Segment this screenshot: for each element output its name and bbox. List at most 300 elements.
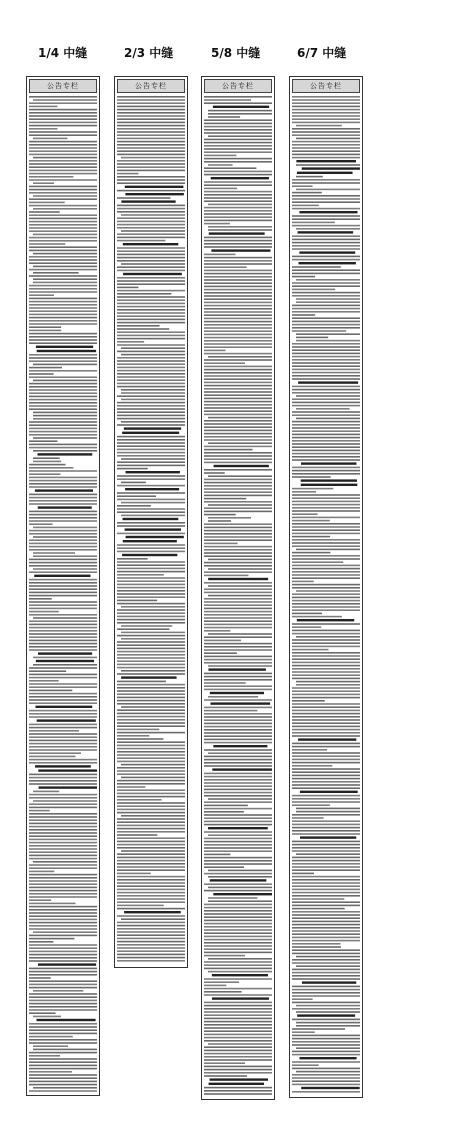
- notice-text-line: [117, 954, 185, 956]
- notice-text-line: [292, 378, 360, 380]
- notice-heading-line: [35, 765, 91, 767]
- notice-text-line: [29, 392, 97, 394]
- notice-text-line: [204, 699, 272, 701]
- notice-text-line: [33, 450, 97, 452]
- notice-text-line: [29, 813, 97, 815]
- notice-text-line: [204, 945, 272, 947]
- notice-text-line: [204, 410, 272, 412]
- notice-text-line: [296, 333, 360, 335]
- notice-text-line: [29, 944, 97, 946]
- notice-text-line: [117, 895, 185, 897]
- notice-text-line: [292, 147, 360, 149]
- notice-text-line: [29, 301, 97, 303]
- notice-text-line: [204, 511, 272, 513]
- notice-text-line: [204, 366, 272, 368]
- notice-text-line: [204, 910, 272, 912]
- notice-text-line: [117, 561, 185, 563]
- notice-text-line: [204, 716, 272, 718]
- notice-text-line: [117, 697, 185, 699]
- notice-text-line: [29, 915, 97, 917]
- notice-text-line: [117, 418, 185, 420]
- notice-text-line: [292, 118, 360, 120]
- notice-heading-line: [38, 769, 97, 771]
- notice-text-line: [292, 581, 314, 583]
- notice-text-line: [117, 915, 185, 917]
- notice-heading-line: [123, 273, 182, 275]
- notice-text-line: [117, 950, 185, 952]
- notice-text-line: [292, 901, 360, 903]
- notice-text-line: [292, 375, 360, 377]
- notice-text-line: [204, 174, 272, 176]
- notice-text-line: [117, 789, 185, 791]
- notice-text-line: [29, 218, 97, 220]
- notice-text-line: [33, 195, 97, 197]
- notice-text-line: [292, 787, 360, 789]
- notice-text-line: [33, 861, 97, 863]
- notice-text-line: [29, 941, 53, 943]
- notice-text-line: [292, 359, 360, 361]
- notice-text-line: [117, 176, 185, 178]
- notice-text-line: [117, 465, 185, 467]
- notice-text-line: [29, 514, 97, 516]
- notice-text-line: [292, 411, 360, 413]
- notice-text-line: [292, 273, 360, 275]
- notice-text-line: [33, 664, 97, 666]
- notice-text-line: [121, 458, 185, 460]
- notice-text-line: [29, 1039, 97, 1041]
- notice-text-line: [117, 351, 185, 353]
- notice-text-line: [33, 527, 97, 529]
- notice-text-line: [204, 571, 272, 573]
- notice-text-line: [204, 543, 238, 545]
- notice-text-line: [29, 794, 97, 796]
- notice-text-line: [29, 202, 65, 204]
- notice-text-line: [121, 670, 185, 672]
- notice-text-line: [204, 145, 272, 147]
- notice-text-line: [121, 214, 185, 216]
- notice-text-line: [292, 908, 345, 910]
- notice-text-line: [204, 1024, 272, 1026]
- notice-text-line: [204, 369, 272, 371]
- notice-text-line: [292, 225, 360, 227]
- notice-text-line: [204, 601, 272, 603]
- notice-text-line: [204, 913, 272, 915]
- notice-text-line: [292, 655, 360, 657]
- notice-text-line: [117, 770, 185, 772]
- notice-text-line: [29, 224, 97, 226]
- notice-text-line: [204, 640, 241, 642]
- column-title-3: 5/8 中缝: [211, 46, 261, 60]
- notice-text-line: [296, 811, 360, 813]
- notice-text-line: [292, 574, 360, 576]
- notice-text-line: [292, 245, 360, 247]
- notice-text-line: [117, 131, 185, 133]
- notice-text-line: [204, 514, 236, 516]
- notice-text-line: [204, 469, 272, 471]
- notice-text-line: [204, 439, 272, 441]
- notice-text-line: [208, 475, 272, 477]
- notice-text-line: [292, 732, 360, 734]
- notice-text-line: [204, 685, 272, 687]
- notice-text-line: [204, 582, 272, 584]
- notice-text-line: [117, 616, 185, 618]
- notice-text-line: [292, 362, 360, 364]
- notice-text-line: [121, 421, 185, 423]
- notice-text-line: [117, 250, 185, 252]
- notice-text-line: [121, 706, 185, 708]
- notice-text-line: [29, 192, 97, 194]
- notice-text-line: [117, 751, 185, 753]
- notice-text-line: [204, 817, 272, 819]
- notice-text-line: [204, 742, 272, 744]
- notice-text-line: [292, 356, 360, 358]
- notice-text-line: [117, 558, 148, 560]
- notice-text-line: [204, 148, 272, 150]
- notice-text-line: [292, 1019, 360, 1021]
- notice-heading-line: [301, 479, 357, 481]
- notice-text-line: [29, 839, 97, 841]
- notice-text-line: [292, 389, 360, 391]
- notice-heading-line: [302, 981, 356, 983]
- notice-text-line: [292, 314, 315, 316]
- notice-text-line: [29, 285, 97, 287]
- notice-text-line: [292, 353, 360, 355]
- notice-text-line: [117, 853, 185, 855]
- notice-text-line: [204, 324, 272, 326]
- notice-text-line: [117, 863, 185, 865]
- notice-text-line: [121, 625, 172, 627]
- notice-text-line: [292, 613, 322, 615]
- notice-text-line: [33, 380, 97, 382]
- notice-text-line: [204, 1053, 272, 1055]
- notice-text-line: [292, 755, 360, 757]
- notice-text-line: [292, 195, 360, 197]
- notice-text-line: [29, 614, 97, 616]
- notice-text-line: [292, 517, 360, 519]
- notice-text-line: [117, 938, 185, 940]
- notice-text-line: [204, 1075, 247, 1077]
- notice-text-line: [117, 128, 185, 130]
- notice-heading-line: [126, 471, 180, 473]
- notice-text-line: [29, 803, 97, 805]
- notice-text-line: [296, 684, 360, 686]
- notice-text-line: [204, 167, 256, 169]
- notice-text-line: [208, 113, 272, 115]
- notice-text-line: [117, 544, 185, 546]
- notice-text-line: [204, 407, 272, 409]
- notice-text-line: [29, 408, 97, 410]
- notice-text-line: [117, 574, 164, 576]
- notice-text-line: [117, 600, 157, 602]
- notice-text-line: [117, 367, 185, 369]
- notice-text-line: [204, 330, 272, 332]
- notice-text-line: [208, 568, 272, 570]
- notice-text-line: [204, 266, 247, 268]
- notice-text-line: [204, 276, 272, 278]
- notice-text-line: [292, 860, 360, 862]
- notice-text-line: [117, 844, 185, 846]
- notice-text-line: [208, 517, 251, 519]
- notice-text-line: [204, 1011, 272, 1013]
- notice-text-line: [204, 565, 272, 567]
- notice-text-line: [292, 600, 360, 602]
- notice-text-line: [29, 960, 97, 962]
- notice-text-line: [29, 1000, 97, 1002]
- notice-text-line: [204, 482, 272, 484]
- notice-text-line: [204, 181, 272, 183]
- notice-text-line: [204, 404, 272, 406]
- notice-text-line: [117, 411, 185, 413]
- notice-text-line: [117, 325, 160, 327]
- notice-text-line: [29, 186, 97, 188]
- notice-text-line: [29, 431, 97, 433]
- notice-text-line: [117, 748, 185, 750]
- notice-text-line: [29, 1058, 97, 1060]
- notice-text-line: [29, 354, 97, 356]
- notice-text-line: [292, 801, 360, 803]
- notice-text-line: [296, 1005, 360, 1007]
- notice-text-line: [204, 436, 272, 438]
- notice-text-line: [204, 530, 272, 532]
- notice-text-line: [117, 783, 185, 785]
- notice-text-line: [29, 96, 97, 98]
- notice-text-line: [117, 547, 185, 549]
- notice-text-line: [292, 282, 360, 284]
- notice-text-line: [204, 161, 272, 163]
- notice-text-line: [117, 360, 185, 362]
- notice-text-line: [29, 470, 97, 472]
- column-header: 公告专栏: [204, 79, 272, 93]
- notice-text-line: [204, 260, 272, 262]
- notice-text-line: [292, 96, 360, 98]
- notice-text-line: [29, 951, 97, 953]
- notice-text-line: [204, 263, 272, 265]
- notice-text-line: [292, 700, 325, 702]
- notice-text-line: [117, 322, 185, 324]
- notice-text-line: [204, 857, 272, 859]
- notice-text-line: [204, 679, 272, 681]
- notice-text-line: [292, 752, 360, 754]
- notice-text-line: [117, 379, 185, 381]
- notice-text-line: [204, 630, 230, 632]
- notice-text-line: [204, 334, 272, 336]
- notice-text-line: [204, 1087, 272, 1089]
- notice-text-line: [117, 716, 185, 718]
- notice-text-line: [204, 1014, 272, 1016]
- notice-text-line: [292, 587, 360, 589]
- notice-text-line: [29, 592, 97, 594]
- notice-text-line: [204, 282, 272, 284]
- notice-text-line: [117, 461, 185, 463]
- notice-text-line: [292, 1051, 360, 1053]
- notice-text-line: [204, 904, 272, 906]
- notice-text-line: [29, 170, 97, 172]
- notice-heading-line: [210, 692, 264, 694]
- notice-text-line: [292, 106, 360, 108]
- notice-heading-line: [298, 231, 354, 233]
- notice-text-line: [29, 928, 97, 930]
- notice-heading-line: [211, 177, 269, 179]
- notice-text-line: [29, 336, 97, 338]
- notice-text-line: [121, 502, 185, 504]
- notice-text-line: [292, 144, 360, 146]
- notice-text-line: [204, 191, 272, 193]
- notice-text-line: [29, 710, 97, 712]
- notice-text-line: [208, 834, 272, 836]
- notice-text-line: [117, 395, 185, 397]
- notice-heading-line: [210, 879, 267, 881]
- notice-text-line: [29, 176, 73, 178]
- notice-text-line: [33, 990, 83, 992]
- notice-text-line: [117, 173, 138, 175]
- notice-text-line: [292, 179, 360, 181]
- notice-text-line: [292, 992, 360, 994]
- notice-text-line: [29, 399, 97, 401]
- notice-text-line: [29, 713, 97, 715]
- notice-text-line: [292, 921, 360, 923]
- notice-text-line: [29, 640, 97, 642]
- notice-text-line: [29, 899, 51, 901]
- notice-text-line: [292, 642, 360, 644]
- notice-text-line: [292, 533, 360, 535]
- notice-text-line: [29, 993, 97, 995]
- notice-text-line: [292, 392, 360, 394]
- notice-text-line: [117, 118, 185, 120]
- notice-text-line: [117, 442, 185, 444]
- notice-text-line: [121, 632, 185, 634]
- notice-text-line: [292, 430, 360, 432]
- notice-text-line: [29, 211, 60, 213]
- notice-text-line: [29, 173, 97, 175]
- notice-text-line: [204, 1021, 272, 1023]
- notice-text-line: [117, 761, 185, 763]
- notice-text-line: [29, 166, 97, 168]
- notice-text-line: [117, 147, 185, 149]
- notice-text-line: [292, 765, 332, 767]
- notice-heading-line: [297, 1014, 355, 1016]
- notice-text-line: [292, 99, 360, 101]
- notice-heading-line: [213, 893, 272, 895]
- notice-text-line: [292, 398, 360, 400]
- notice-text-line: [117, 522, 185, 524]
- notice-text-line: [292, 678, 360, 680]
- notice-text-line: [292, 577, 360, 579]
- notice-text-line: [117, 889, 185, 891]
- notice-text-line: [204, 991, 242, 993]
- notice-text-line: [117, 122, 185, 124]
- notice-text-line: [204, 394, 272, 396]
- notice-text-line: [292, 491, 316, 493]
- notice-text-line: [292, 513, 318, 515]
- notice-text-line: [29, 777, 97, 779]
- notice-text-line: [292, 606, 360, 608]
- notice-heading-line: [125, 193, 183, 195]
- notice-text-line: [117, 309, 185, 311]
- notice-text-line: [292, 443, 360, 445]
- notice-text-line: [204, 608, 272, 610]
- notice-text-line: [29, 1055, 60, 1057]
- notice-text-line: [29, 974, 97, 976]
- notice-heading-line: [209, 232, 265, 234]
- notice-text-line: [292, 424, 360, 426]
- notice-text-line: [292, 943, 341, 945]
- notice-text-line: [204, 961, 272, 963]
- notice-text-line: [292, 539, 360, 541]
- notice-text-line: [292, 131, 360, 133]
- notice-text-line: [204, 527, 272, 529]
- notice-text-line: [117, 170, 185, 172]
- notice-text-line: [117, 767, 185, 769]
- notice-text-line: [117, 233, 185, 235]
- notice-heading-line: [208, 827, 268, 829]
- notice-text-line: [292, 743, 360, 745]
- notice-text-line: [204, 1005, 272, 1007]
- notice-text-line: [204, 123, 272, 125]
- notice-text-line: [29, 1036, 73, 1038]
- notice-text-line: [204, 188, 237, 190]
- notice-text-line: [33, 1016, 61, 1018]
- notice-text-line: [204, 378, 272, 380]
- notice-heading-line: [301, 462, 356, 464]
- notice-text-line: [292, 749, 327, 751]
- notice-text-line: [117, 885, 185, 887]
- notice-heading-line: [301, 1087, 359, 1089]
- notice-text-line: [204, 588, 272, 590]
- notice-text-line: [292, 128, 360, 130]
- notice-text-line: [121, 347, 185, 349]
- notice-text-line: [117, 306, 185, 308]
- notice-text-line: [292, 905, 360, 907]
- notice-text-line: [29, 497, 97, 499]
- notice-text-line: [29, 339, 97, 341]
- text-lines: [117, 94, 185, 964]
- notice-text-line: [292, 555, 360, 557]
- notice-text-line: [117, 866, 185, 868]
- notice-text-line: [204, 200, 272, 202]
- notice-text-line: [29, 1077, 97, 1079]
- notice-text-line: [204, 1090, 272, 1092]
- notice-text-line: [117, 221, 185, 223]
- notice-text-line: [29, 269, 97, 271]
- notice-text-line: [29, 938, 74, 940]
- notice-text-line: [117, 635, 185, 637]
- notice-text-line: [29, 977, 51, 979]
- notice-text-line: [29, 925, 97, 927]
- notice-text-line: [204, 479, 272, 481]
- notice-text-line: [292, 914, 360, 916]
- notice-text-line: [29, 957, 97, 959]
- notice-text-line: [117, 603, 185, 605]
- notice-text-line: [292, 989, 360, 991]
- notice-text-line: [296, 1025, 360, 1027]
- notice-text-line: [292, 726, 360, 728]
- notice-text-line: [29, 646, 97, 648]
- notice-text-line: [204, 240, 272, 242]
- notice-text-line: [33, 568, 97, 570]
- notice-text-line: [117, 898, 185, 900]
- notice-text-line: [292, 343, 360, 345]
- notice-text-line: [117, 154, 185, 156]
- notice-text-line: [117, 908, 185, 910]
- notice-text-line: [292, 847, 360, 849]
- notice-text-line: [292, 437, 360, 439]
- notice-text-line: [117, 112, 185, 114]
- notice-text-line: [29, 887, 97, 889]
- notice-text-line: [117, 847, 185, 849]
- notice-text-line: [117, 568, 185, 570]
- notice-text-line: [29, 877, 97, 879]
- notice-text-line: [292, 623, 360, 625]
